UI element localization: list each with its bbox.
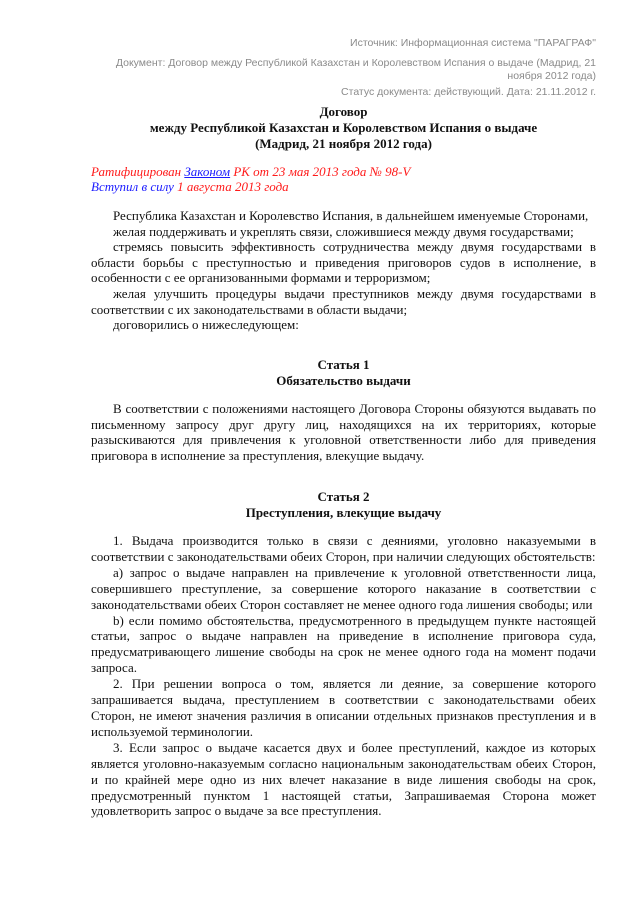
document-title bbox=[91, 104, 596, 152]
title-line-2: между Республикой Казахстан и Королевством Испания о выдаче bbox=[149, 120, 538, 135]
article-1-heading bbox=[91, 357, 596, 389]
entry-date: 1 августа 2013 года bbox=[173, 179, 289, 194]
entry-into-force-link[interactable]: Вступил в силу bbox=[91, 179, 174, 194]
ratification-info bbox=[91, 164, 596, 194]
source-line: Источник: Информационная система "ПАРАГРАФ" bbox=[350, 37, 596, 49]
article-title: Преступления, влекущие выдачу bbox=[245, 505, 442, 520]
article-paragraph: 2. При решении вопроса о том, является ли деяние, за совершение которого запрашивается выдача, преступлением в соответствии с законодательствами обеих Сторон, не имеют значения различия в описании отдельных признаков преступления и в используемой терминологии. bbox=[91, 676, 596, 739]
ratification-suffix: РК от 23 мая 2013 года № 98-V bbox=[230, 164, 411, 179]
article-2-body bbox=[91, 533, 596, 819]
ratification-prefix: Ратифицирован bbox=[91, 164, 185, 179]
article-1-body bbox=[91, 401, 596, 463]
article-2-heading bbox=[91, 489, 596, 521]
article-paragraph: 1. Выдача производится только в связи с деяниями, уголовно наказуемыми в соответствии с законодательствами обеих Сторон, при наличии следующих обстоятельств: bbox=[91, 533, 596, 564]
article-paragraph: 3. Если запрос о выдаче касается двух и более преступлений, каждое из которых является уголовно-наказуемым согласно национальным законодательствам обеих Сторон, и по крайней мере одно из них влечет наказание в виде лишения свободы на срок, предусмотренный пунктом 1 настоящей статьи, Запрашиваемая Сторона может удовлетворить запрос о выдаче за все преступления. bbox=[91, 739, 596, 819]
title-line-1: Договор bbox=[319, 104, 368, 119]
article-paragraph: a) запрос о выдаче направлен на привлечение к уголовной ответственности лица, совершившего преступление, за совершение которого наказание в соответствии с законодательствами обеих Сторон составляет не менее одного года лишения свободы; или bbox=[91, 564, 596, 612]
status-line: Статус документа: действующий. Дата: 21.11.2012 г. bbox=[341, 86, 596, 98]
title-line-3: (Мадрид, 21 ноября 2012 года) bbox=[255, 136, 432, 151]
article-number: Статья 1 bbox=[317, 357, 370, 372]
preamble-paragraph: желая поддерживать и укреплять связи, сложившиеся между двумя государствами; bbox=[113, 223, 574, 239]
law-link[interactable]: Законом bbox=[184, 164, 231, 179]
document-line: Документ: Договор между Республикой Казахстан и Королевством Испания о выдаче (Мадрид, 21 ноября 2012 года) bbox=[115, 57, 596, 82]
article-title: Обязательство выдачи bbox=[276, 373, 411, 388]
preamble-paragraph: желая улучшить процедуры выдачи преступников между двумя государствами в соответствии с их законодательствами в области выдачи; bbox=[91, 285, 596, 317]
preamble-paragraph: Республика Казахстан и Королевство Испания, в дальнейшем именуемые Сторонами, bbox=[113, 208, 589, 223]
article-paragraph: b) если помимо обстоятельства, предусмотренного в предыдущем пункте настоящей статьи, запрос о выдаче направлен на приведение в исполнение приговора суда, предусматривающего лишение свободы на срок не менее одного года на момент подачи запроса. bbox=[91, 612, 596, 676]
preamble-paragraph: договорились о нижеследующем: bbox=[113, 317, 299, 333]
preamble-paragraph: стремясь повысить эффективность сотрудничества между двумя государствами в области борьбы с преступностью и приведения приговоров судов в исполнение, в особенности с ее организованными формами и терроризмом; bbox=[91, 239, 596, 286]
article-number: Статья 2 bbox=[317, 489, 370, 504]
article-paragraph: В соответствии с положениями настоящего Договора Стороны обязуются выдавать по письменному запросу друг другу лиц, находящихся на их территориях, которые разыскиваются для привлечения к уголовной ответственности либо для приведения приговора в исполнение за преступления, влекущие выдачу. bbox=[91, 401, 596, 463]
preamble bbox=[91, 208, 596, 333]
